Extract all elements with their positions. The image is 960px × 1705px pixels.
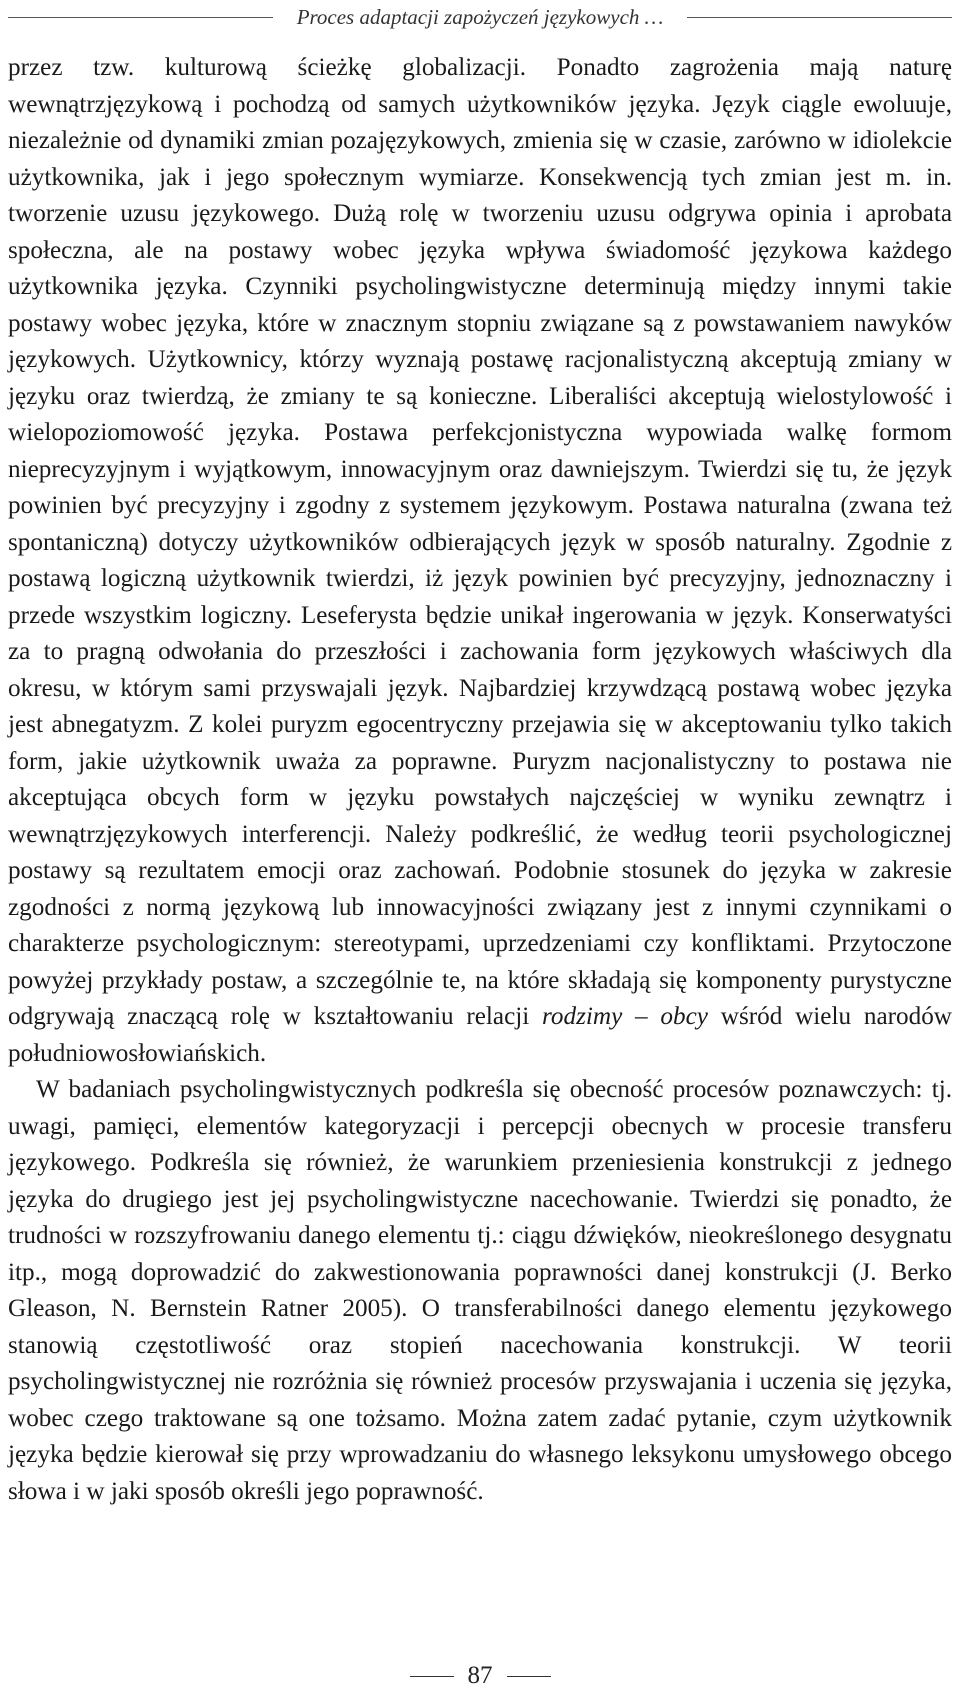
- running-title: Proces adaptacji zapożyczeń językowych …: [296, 4, 664, 29]
- header-rule-right: [687, 17, 952, 18]
- paragraph-1-text-a: przez tzw. kulturową ścieżkę globalizacji. Ponadto zagrożenia mają naturę wewnątrzjęzykową i pochodzą od samych użytkowników języka. Język ciągle ewoluuje, niezależnie od dynamiki zmian pozajęzykowych, zmienia się w czasie, zarówno w idiolekcie użytkownika, jak i jego społecznym wymiarze. Konsekwencją tych zmian jest m. in. tworzenie uzusu językowego. Dużą rolę w tworzeniu uzusu odgrywa opinia i aprobata społeczna, ale na postawy wobec języka wpływa świadomość językowa każdego użytkownika języka. Czynniki psycholingwistyczne determinują między innymi takie postawy wobec języka, które w znacznym stopniu związane są z powstawaniem nawyków językowych. Użytkownicy, którzy wyznają postawę racjonalistyczną akceptują zmiany w języku oraz twierdzą, że zmiany te są konieczne. Liberaliści akceptują wielostylowość i wielopoziomowość języka. Postawa perfekcjonistyczna wypowiada walkę formom nieprecyzyjnym i wyjątkowym, innowacyjnym oraz dawniejszym. Twierdzi się tu, że język powinien być precyzyjny i zgodny z systemem językowym. Postawa naturalna (zwana też spontaniczną) dotyczy użytkowników odbierających język w sposób naturalny. Zgodnie z postawą logiczną użytkownik twierdzi, iż język powinien być precyzyjny, jednoznaczny i przede wszystkim logiczny. Leseferysta będzie unikał ingerowania w język. Konserwatyści za to pragną odwołania do przeszłości i zachowania form językowych właściwych dla okresu, w którym sami przyswajali język. Najbardziej krzywdzącą postawą wobec języka jest abnegatyzm. Z kolei puryzm egocentryczny przejawia się w akceptowaniu tylko takich form, jakie użytkownik uważa za poprawne. Puryzm nacjonalistyczny to postawa nie akceptująca obcych form w języku powstałych najczęściej w wyniku zewnątrz i wewnątrzjęzykowych interferencji. Należy podkreślić, że według teorii psychologicznej postawy są rezultatem emocji oraz zachowań. Podobnie stosunek do języka w zakresie zgodności z normą językową lub innowacyjności związany jest z innymi czynnikami o charakterze psychologicznym: stereotypami, uprzedzeniami czy konfliktami. Przytoczone powyżej przykłady postaw, a szczególnie te, na które składają się komponenty purystyczne odgrywają znaczącą rolę w kształtowaniu relacji: [8, 54, 952, 1030]
- paragraph-1: [8, 50, 952, 1072]
- header-rule-left: [8, 17, 273, 18]
- paragraph-1-emphasis: rodzimy – obcy: [542, 1003, 708, 1030]
- page-footer: [0, 1662, 960, 1690]
- paragraph-1-text-b: wśród wielu narodów południowosłowiańskich.: [8, 1003, 952, 1067]
- footer-dash-right: [507, 1676, 551, 1677]
- page-body: [8, 50, 952, 1510]
- footer-dash-left: [410, 1676, 454, 1677]
- running-header: [8, 2, 952, 32]
- page-number: 87: [467, 1662, 493, 1689]
- paragraph-2: W badaniach psycholingwistycznych podkreśla się obecność procesów poznawczych: tj. uwagi, pamięci, elementów kategoryzacji i percepcji obecnych w procesie transferu językowego. Podkreśla się również, że warunkiem przeniesienia konstrukcji z jednego języka do drugiego jest jej psycholingwistyczne nacechowanie. Twierdzi się ponadto, że trudności w rozszyfrowaniu danego elementu tj.: ciągu dźwięków, nieokreślonego desygnatu itp., mogą doprowadzić do zakwestionowania poprawności danej konstrukcji (J. Berko Gleason, N. Bernstein Ratner 2005). O transferabilności danego elementu językowego stanowią częstotliwość oraz stopień nacechowania konstrukcji. W teorii psycholingwistycznej nie rozróżnia się również procesów przyswajania i uczenia się języka, wobec czego traktowane są one tożsamo. Można zatem zadać pytanie, czym użytkownik języka będzie kierował się przy wprowadzaniu do własnego leksykonu umysłowego obcego słowa i w jaki sposób określi jego poprawność.: [8, 1076, 952, 1505]
